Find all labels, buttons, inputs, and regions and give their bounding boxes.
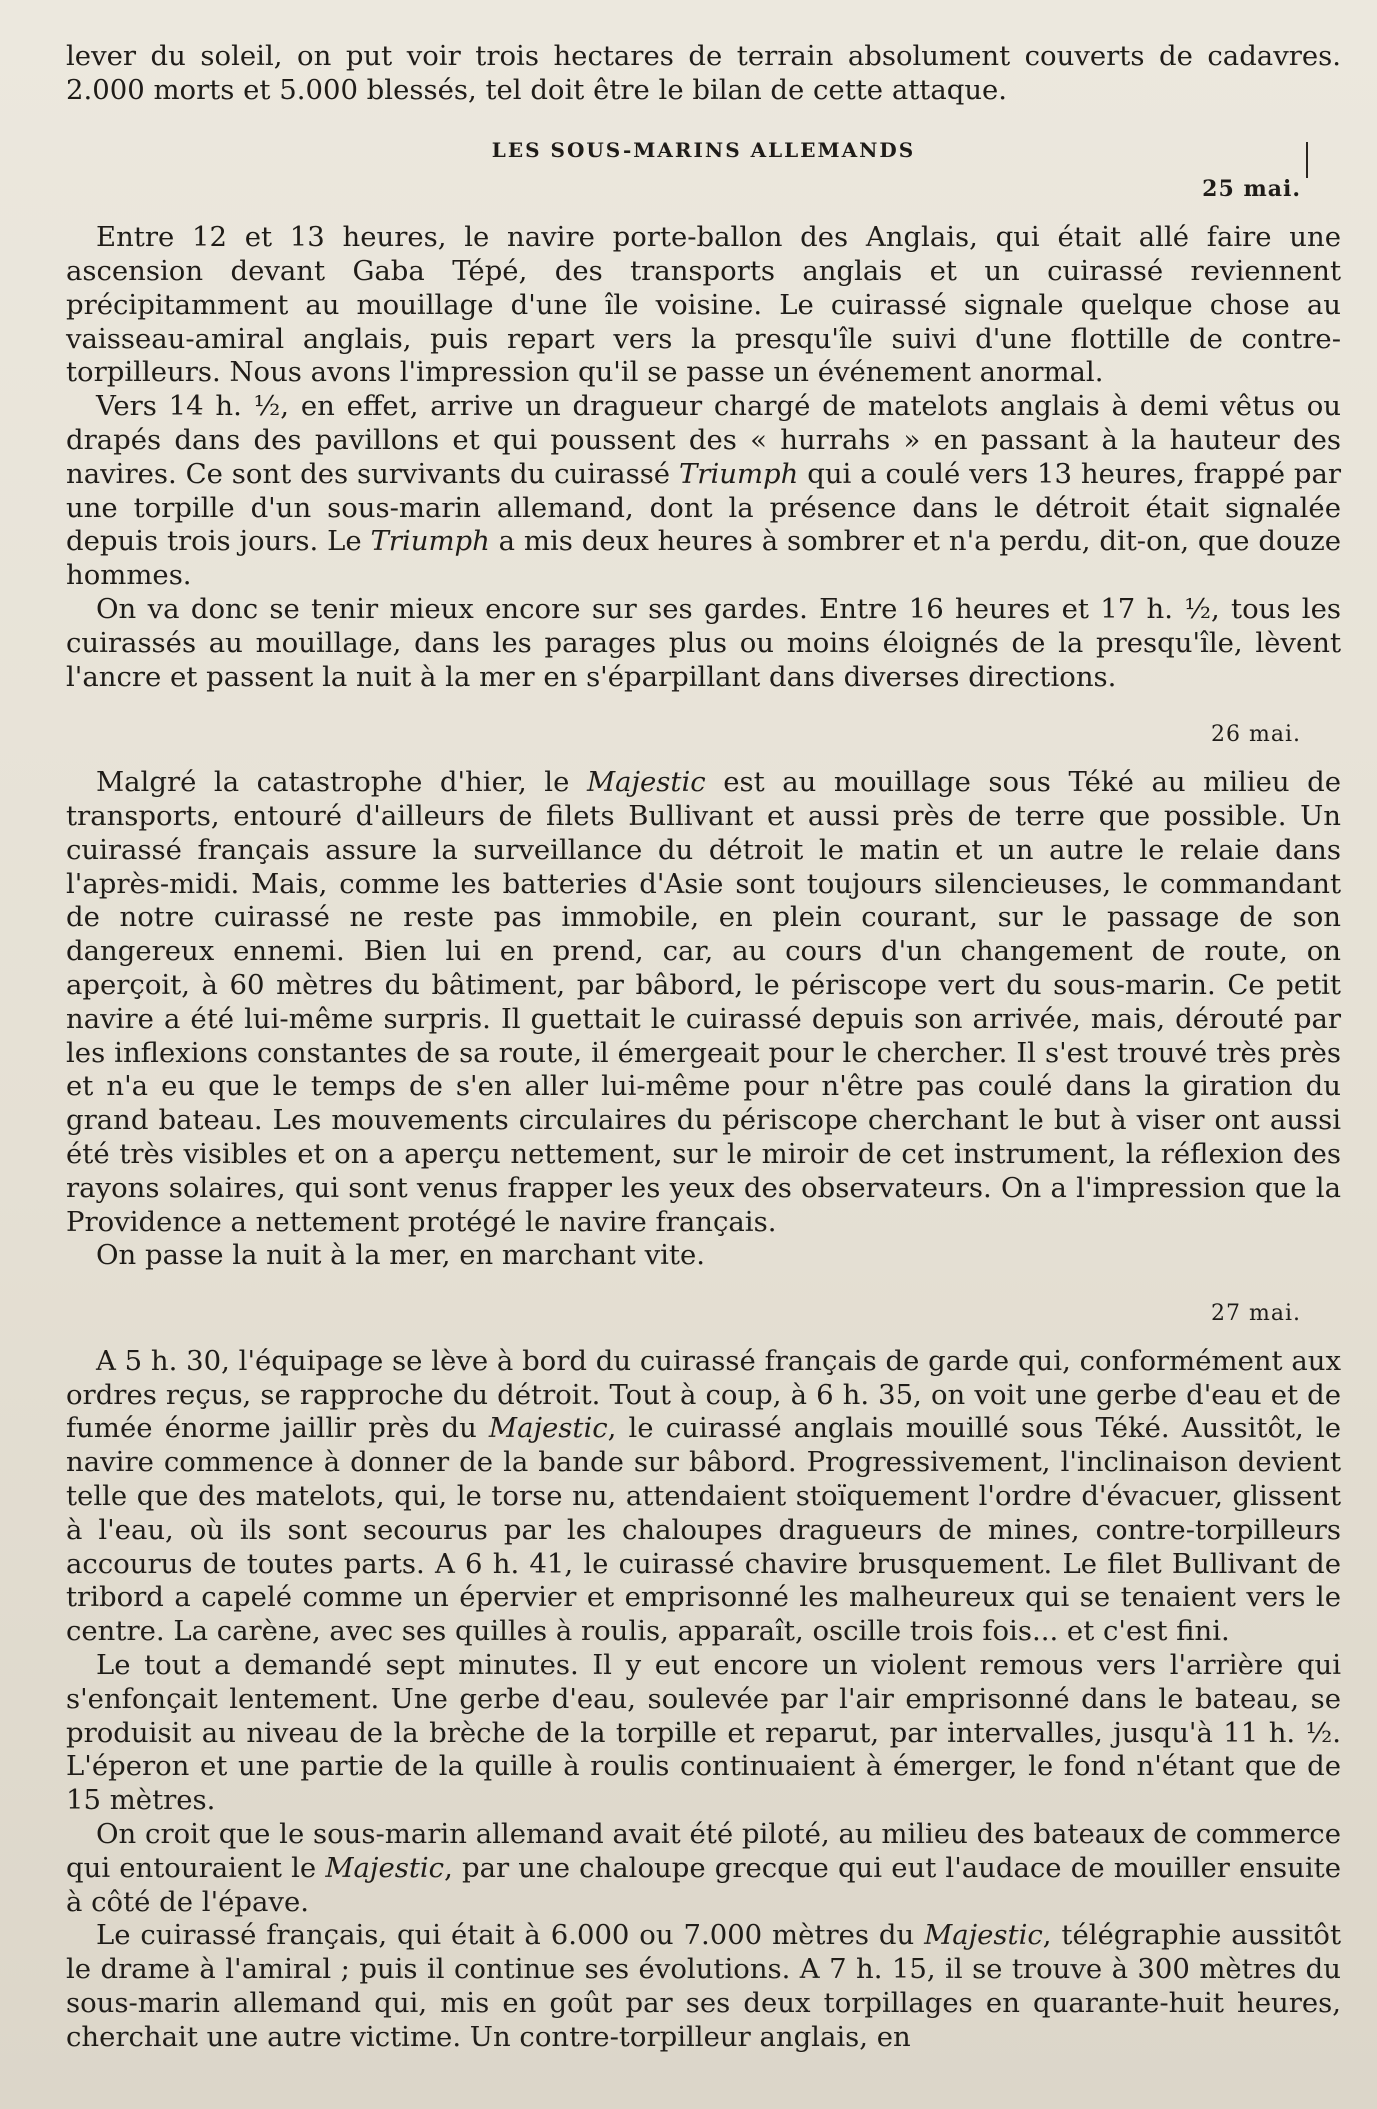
paragraph: Vers 14 h. ½, en effet, arrive un dragueur chargé de matelots anglais à demi vêtus ou drapés dans des pavillons et qui poussent des « hurrahs » en passant à la hauteur des navires. Ce sont des survivants du cuirassé Triumph qui a coulé vers 13 heures, frappé par une torpille d'un sous-marin allemand, dont la présence dans le détroit était signalée depuis trois jours. Le Triumph a mis deux heures à sombrer et n'a perdu, dit-on, que douze hommes. [66,390,1341,592]
paragraph: A 5 h. 30, l'équipage se lève à bord du cuirassé français de garde qui, conformément aux ordres reçus, se rapproche du détroit. Tout à coup, à 6 h. 35, on voit une gerbe d'eau et de fumée énorme jaillir près du Majestic, le cuirassé anglais mouillé sous Téké. Aussitôt, le navire commence à donner de la bande sur bâbord. Progressivement, l'inclinaison devient telle que des matelots, qui, le torse nu, attendaient stoïquement l'ordre d'évacuer, glissent à l'eau, où ils sont secourus par les chaloupes dragueurs de mines, contre-torpilleurs accourus de toutes parts. A 6 h. 41, le cuirassé chavire brusquement. Le filet Bullivant de tribord a capelé comme un épervier et emprisonné les malheureux qui se tenaient vers le centre. La carène, avec ses quilles à roulis, apparaît, oscille trois fois... et c'est fini. [66,1344,1341,1648]
entry-date: 26 mai. [1211,722,1301,748]
ship-name: Majestic [924,1919,1043,1952]
page-text [66,40,1341,2055]
paragraph: Le cuirassé français, qui était à 6.000 ou 7.000 mètres du Majestic, télégraphie aussitôt le drame à l'amiral ; puis il continue ses évolutions. A 7 h. 15, il se trouve à 300 mètres du sous-marin allemand qui, mis en goût par ses deux torpillages en quarante-huit heures, cherchait une autre victime. Un contre-torpilleur anglais, en [66,1919,1342,2053]
ship-name: Majestic [325,1851,445,1884]
section-heading: LES SOUS-MARINS ALLEMANDS [491,137,916,162]
paragraph: On croit que le sous-marin allemand avait été piloté, au milieu des bateaux de commerce qui entouraient le Majestic, par une chaloupe grecque qui eut l'audace de mouiller ensuite à côté de l'épave. [66,1818,1341,1918]
entry-date: 25 mai. [1202,176,1301,203]
paragraph: Le tout a demandé sept minutes. Il y eut encore un violent remous vers l'arrière qui s'enfonçait lentement. Une gerbe d'eau, soulevée par l'air emprisonné dans le bateau, se produisit au niveau de la brèche de la torpille et reparut, par intervalles, jusqu'à 11 h. ½. L'éperon et une partie de la quille à roulis continuaient à émerger, le fond n'étant que de 15 mètres. [66,1649,1341,1817]
paragraph: Malgré la catastrophe d'hier, le Majestic est au mouillage sous Téké au milieu de transports, entouré d'ailleurs de filets Bullivant et aussi près de terre que possible. Un cuirassé français assure la surveillance du détroit le matin et un autre le relaie dans l'après-midi. Mais, comme les batteries d'Asie sont toujours silencieuses, le commandant de notre cuirassé ne reste pas immobile, en plein courant, sur le passage de son dangereux ennemi. Bien lui en prend, car, au cours d'un changement de route, on aperçoit, à 60 mètres du bâtiment, par bâbord, le périscope vert du sous-marin. Ce petit navire a été lui-même surpris. Il guettait le cuirassé depuis son arrivée, mais, dérouté par les inflexions constantes de sa route, il émergeait pour le chercher. Il s'est trouvé très près et n'a eu que le temps de s'en aller lui-même pour n'être pas coulé dans la giration du grand bateau. Les mouvements circulaires du périscope cherchant le but à viser ont aussi été très visibles et on a aperçu nettement, sur le miroir de cet instrument, la réflexion des rayons solaires, qui sont venus frapper les yeux des observateurs. On a l'impression que la Providence a nettement protégé le navire français. [66,766,1341,1238]
paragraph: On va donc se tenir mieux encore sur ses gardes. Entre 16 heures et 17 h. ½, tous les cuirassés au mouillage, dans les parages plus ou moins éloignés de la presqu'île, lèvent l'ancre et passent la nuit à la mer en s'éparpillant dans diverses directions. [66,592,1341,693]
ship-name: Majestic [586,766,706,799]
ship-name: Majestic [488,1412,608,1445]
opening-paragraph: lever du soleil, on put voir trois hectares de terrain absolument couverts de cadavres. 2.000 morts et 5.000 blessés, tel doit être le bilan de cette attaque. [66,40,1341,106]
entry-date: 27 mai. [1211,1301,1301,1327]
paragraph: Entre 12 et 13 heures, le navire porte-ballon des Anglais, qui était allé faire une ascension devant Gaba Tépé, des transports anglais et un cuirassé reviennent précipitamment au mouillage d'une île voisine. Le cuirassé signale quelque chose au vaisseau-amiral anglais, puis repart vers la presqu'île suivi d'une flottille de contre-torpilleurs. Nous avons l'impression qu'il se passe un événement anormal. [66,221,1341,389]
ship-name: Triumph [678,457,799,490]
ship-name: Triumph [370,525,490,558]
paragraph: On passe la nuit à la mer, en marchant vite. [96,1239,705,1272]
